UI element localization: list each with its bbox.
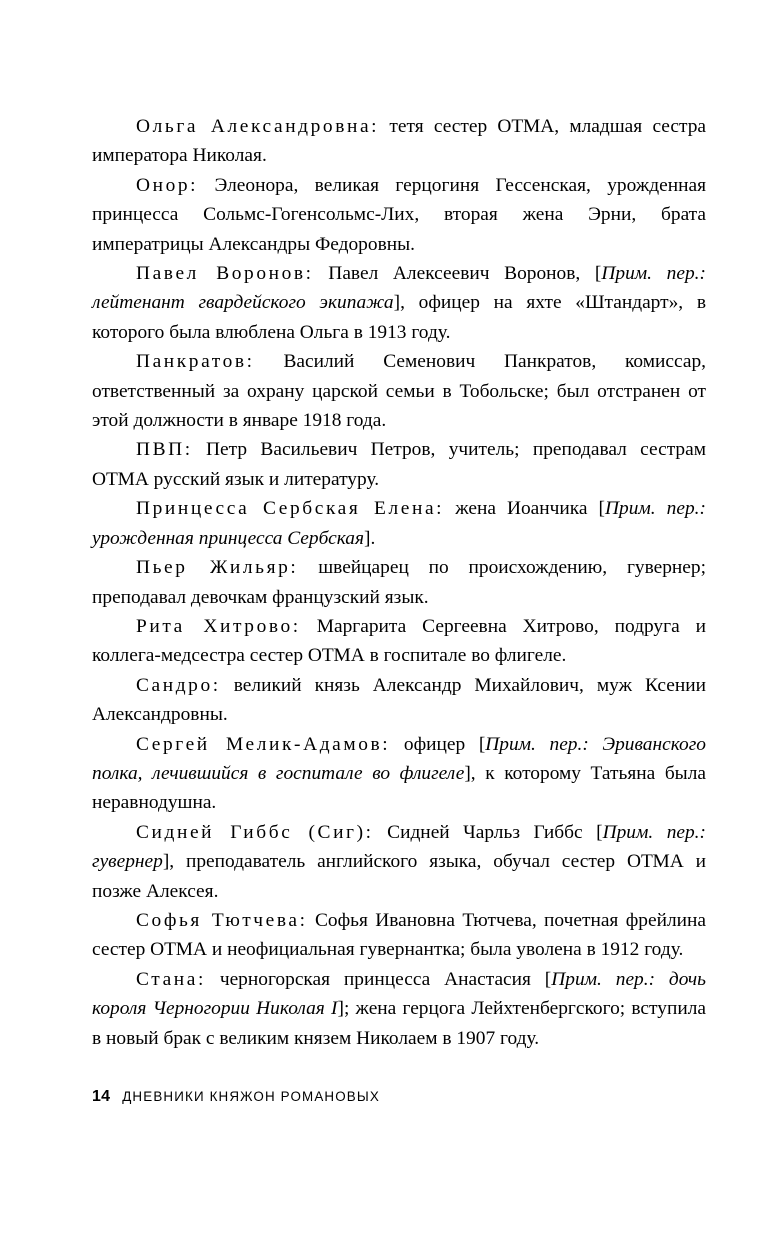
glossary-definition: ].: [364, 527, 376, 549]
glossary-term: Стана:: [136, 968, 206, 990]
glossary-definition: Петр Васильевич Петров, учитель; преподавал сестрам ОТМА русский язык и литературу.: [92, 439, 706, 490]
translator-note: Прим. пер.: дочь короля Черногории Николая I: [92, 968, 706, 1020]
glossary-term: Сергей Мелик-Адамов:: [136, 733, 391, 755]
page-footer: [92, 1088, 706, 1106]
glossary-definition: Маргарита Сергеевна Хитрово, подруга и коллега-медсестра сестер ОТМА в госпитале во флигеле.: [92, 615, 706, 667]
glossary-definition: великий князь Александр Михайлович, муж Ксении Александровны.: [92, 674, 706, 726]
glossary-entry: [92, 112, 706, 171]
glossary-entry: [92, 671, 706, 730]
glossary-definition: Василий Семенович Панкратов, комиссар, ответственный за охрану царской семьи в Тобольске; был отстранен от этой должности в январе 1918 года.: [92, 351, 706, 432]
glossary-definition: ], офицер на яхте «Штандарт», в которого была влюблена Ольга в 1913 году.: [92, 292, 706, 343]
glossary-term: Павел Воронов:: [136, 263, 314, 285]
glossary-definition: тетя сестер ОТМА, младшая сестра императора Николая.: [92, 116, 706, 167]
glossary-term: Ольга Александровна:: [136, 116, 380, 137]
glossary-definition: Софья Ивановна Тютчева, почетная фрейлина сестер ОТМА и неофициальная гувернантка; была уволена в 1912 году.: [92, 909, 707, 961]
translator-note: Прим. пер.: лейтенант гвардейского экипажа: [92, 263, 706, 314]
glossary-entry: [92, 612, 706, 671]
glossary-entry: [92, 965, 706, 1053]
glossary-term: Рита Хитрово:: [136, 615, 301, 637]
glossary-entry: [92, 171, 706, 259]
glossary-term: Принцесса Сербская Елена:: [136, 498, 445, 520]
glossary-definition: офицер [: [390, 733, 486, 755]
translator-note: Прим. пер.: гувернер: [92, 821, 706, 873]
glossary-definition: Павел Алексеевич Воронов, [: [313, 263, 602, 285]
glossary-entry: [92, 259, 706, 347]
glossary-definition: швейцарец по происхождению, гувернер; преподавал девочкам французский язык.: [92, 557, 706, 608]
glossary-term: Панкратов:: [136, 351, 255, 373]
glossary-term: ПВП:: [136, 439, 193, 461]
running-title: ДНЕВНИКИ КНЯЖОН РОМАНОВЫХ: [122, 1089, 380, 1104]
page-number: 14: [92, 1088, 111, 1105]
glossary-entry: [92, 494, 706, 553]
glossary-definition: Элеонора, великая герцогиня Гессенская, урожденная принцесса Сольмс-Гогенсольмс-Лих, вторая жена Эрни, брата императрицы Александры Федоровны.: [92, 174, 706, 255]
glossary-term: Сидней Гиббс (Сиг):: [136, 821, 374, 843]
glossary-entry: [92, 730, 706, 818]
translator-note: Прим. пер.: Эриванского полка, лечившийся в госпитале во флигеле: [92, 733, 707, 784]
glossary-term: Софья Тютчева:: [136, 909, 308, 931]
glossary-term: Пьер Жильяр:: [136, 557, 299, 579]
glossary-entry: [92, 553, 706, 612]
glossary-entry: [92, 435, 706, 494]
glossary-definition: жена Иоанчика [: [444, 498, 606, 520]
glossary-definition: ]; жена герцога Лейхтенбергского; вступила в новый брак с великим князем Николаем в 1907 году.: [92, 998, 706, 1049]
glossary-entries: [92, 112, 706, 1053]
glossary-term: Сандро:: [136, 674, 221, 696]
glossary-entry: [92, 347, 706, 435]
glossary-definition: Сидней Чарльз Гиббс [: [373, 821, 603, 843]
glossary-entry: [92, 818, 706, 906]
glossary-definition: ], к которому Татьяна была неравнодушна.: [92, 762, 706, 814]
glossary-entry: [92, 906, 706, 965]
glossary-term: Онор:: [136, 174, 199, 196]
glossary-definition: черногорская принцесса Анастасия [: [205, 968, 552, 990]
translator-note: Прим. пер.: урожденная принцесса Сербская: [92, 498, 706, 549]
glossary-definition: ], преподаватель английского языка, обучал сестер ОТМА и позже Алексея.: [92, 851, 706, 902]
